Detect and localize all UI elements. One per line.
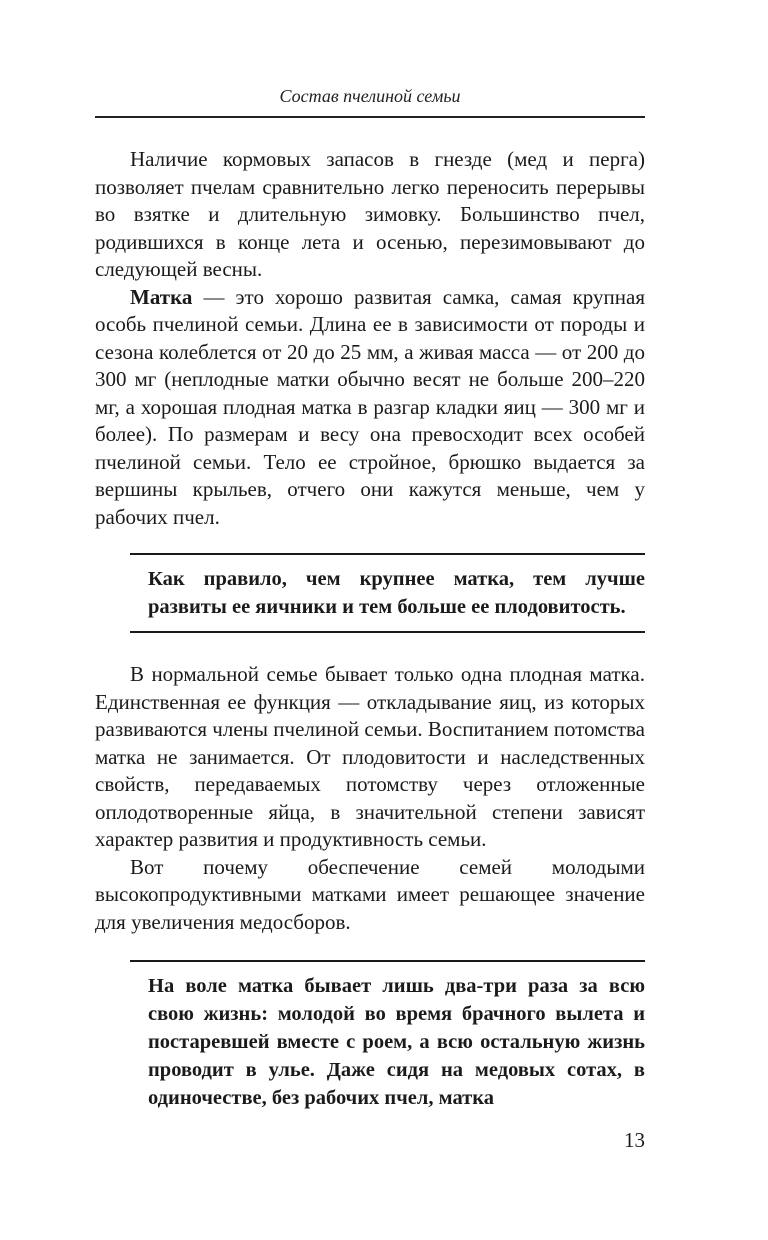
callout-queen-flights <box>130 960 645 1112</box>
paragraph-queen-text: — это хорошо развитая самка, самая крупная особь пчелиной семьи. Длина ее в зависимости от породы и сезона колеблется от 20 до 25 мм, а живая масса — от 200 до 300 мг (неплодные матки обычно весят не больше 200–220 мг, а хорошая плодная матка в разгар кладки яиц — 300 мг и более). По размерам и весу она превосходит всех особей пчелиной семьи. Тело ее стройное, брюшко выдается за вершины крыльев, отчего они кажутся меньше, чем у рабочих пчел. <box>95 284 645 529</box>
callout-queen-size-text: Как правило, чем крупнее матка, тем лучше развиты ее яичники и тем больше ее плодовитость. <box>148 568 645 618</box>
book-page <box>95 0 645 1240</box>
paragraph-young-queens: Вот почему обеспечение семей молодыми высокопродуктивными матками имеет решающее значение для увеличения медосборов. <box>95 854 645 934</box>
term-queen: Матка <box>130 284 193 309</box>
callout-queen-size <box>130 553 645 633</box>
paragraph-queen-function: В нормальной семье бывает только одна плодная матка. Единственная ее функция — откладывание яиц, из которых развиваются члены пчелиной семьи. Воспитанием потомства матка не занимается. От плодовитости и наследственных свойств, передаваемых потомству через отложенные оплодотворенные яйца, в значительной степени зависят характер развития и продуктивность семьи. <box>95 662 645 851</box>
paragraph-food-reserves: Наличие кормовых запасов в гнезде (мед и перга) позволяет пчелам сравнительно легко переносить перерывы во взятке и длительную зимовку. Большинство пчел, родившихся в конце лета и осенью, перезимовывают до следующей весны. <box>95 147 645 281</box>
running-header: Состав пчелиной семьи <box>279 86 461 106</box>
paragraph-queen-description <box>95 284 645 532</box>
header-rule <box>95 116 645 118</box>
callout-queen-flights-text: На воле матка бывает лишь два-три раза за всю свою жизнь: молодой во время брачного вылета и постаревшей вместе с роем, а всю остальную жизнь проводит в улье. Даже сидя на медовых сотах, в одиночестве, без рабочих пчел, матка <box>148 975 645 1109</box>
page-number: 13 <box>624 1128 645 1152</box>
page-body <box>95 146 645 936</box>
